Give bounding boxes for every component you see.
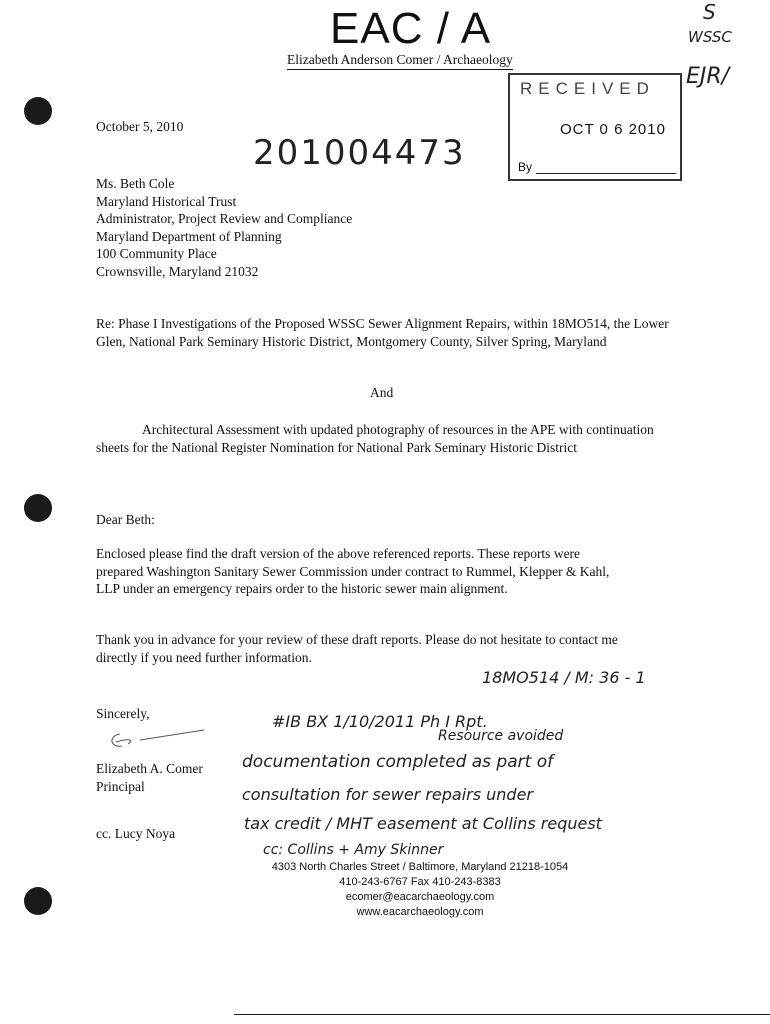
- binder-hole: [24, 97, 52, 125]
- cc-line: cc. Lucy Noya: [96, 826, 176, 841]
- handwritten-case-number: 201004473: [253, 133, 466, 173]
- handwritten-note: consultation for sewer repairs under: [242, 785, 534, 804]
- stamp-by-label: By: [518, 160, 533, 174]
- handwritten-initials: EJR/: [686, 64, 730, 89]
- binder-hole: [24, 494, 52, 522]
- recipient-line: Crownsville, Maryland 21032: [96, 263, 259, 279]
- architectural-assessment-line: Architectural Assessment with updated photography of resources in the APE with continuation sheets for the National Register Nomination for National Park Seminary Historic District: [96, 422, 654, 455]
- signer-block: [96, 760, 203, 795]
- footer-website: www.eacarchaeology.com: [356, 906, 484, 918]
- footer-email: ecomer@eacarchaeology.com: [345, 891, 495, 903]
- recipient-line: Ms. Beth Cole: [96, 176, 175, 191]
- letterhead-logo: EAC / A: [330, 4, 492, 53]
- recipient-line: Administrator, Project Review and Compliance: [96, 211, 353, 226]
- closing: Sincerely,: [96, 706, 150, 721]
- handwritten-corner-s: S: [703, 0, 716, 24]
- received-stamp: [508, 73, 682, 181]
- footer-phone: 410-243-6767 Fax 410-243-8383: [339, 876, 501, 888]
- handwritten-note: tax credit / MHT easement at Collins request: [244, 814, 602, 833]
- handwritten-note: Resource avoided: [438, 728, 564, 744]
- stamp-date: OCT 0 6 2010: [560, 121, 666, 138]
- recipient-address: [96, 175, 352, 280]
- signer-name: Elizabeth A. Comer: [96, 761, 203, 776]
- body-paragraph: Enclosed please find the draft version of the above referenced reports. These reports were prepared Washington Sanitary Sewer Commission under contract to Rummel, Klepper & Kahl, LLP under an emergency repairs order to the historic sewer main alignment.: [96, 546, 610, 596]
- letterhead-footer: [230, 860, 610, 920]
- recipient-line: Maryland Department of Planning: [96, 228, 282, 244]
- and-connector: And: [370, 385, 394, 400]
- letterhead-subtitle: [287, 52, 513, 68]
- letter-date: October 5, 2010: [96, 119, 184, 134]
- handwritten-note: 18MO514 / M: 36 - 1: [482, 668, 646, 687]
- handwritten-note: #IB BX 1/10/2011 Ph I Rpt.: [272, 712, 488, 731]
- signature: [100, 726, 210, 752]
- bottom-rule: [234, 1014, 770, 1015]
- footer-address: 4303 North Charles Street / Baltimore, Maryland 21218-1054: [271, 861, 569, 873]
- salutation: Dear Beth:: [96, 512, 155, 527]
- handwritten-note: cc: Collins + Amy Skinner: [263, 842, 444, 858]
- letterhead-subtitle-text: Elizabeth Anderson Comer / Archaeology: [287, 52, 513, 67]
- recipient-line: Maryland Historical Trust: [96, 193, 237, 209]
- letterhead-underline: [287, 69, 513, 70]
- stamp-received-label: RECEIVED: [520, 79, 655, 98]
- handwritten-note: documentation completed as part of: [242, 752, 554, 772]
- body-paragraph: Thank you in advance for your review of these draft reports. Please do not hesitate to contact me directly if you need further information.: [96, 632, 618, 665]
- signer-title: Principal: [96, 778, 145, 794]
- recipient-line: 100 Community Place: [96, 246, 217, 261]
- stamp-by-line: [536, 173, 676, 174]
- subject-line: Re: Phase I Investigations of the Proposed WSSC Sewer Alignment Repairs, within 18MO514, the Lower Glen, National Park Seminary Historic District, Montgomery County, Silver Spring, Maryland: [96, 316, 669, 349]
- handwritten-corner-wssc: WSSC: [688, 28, 732, 46]
- binder-hole: [24, 887, 52, 915]
